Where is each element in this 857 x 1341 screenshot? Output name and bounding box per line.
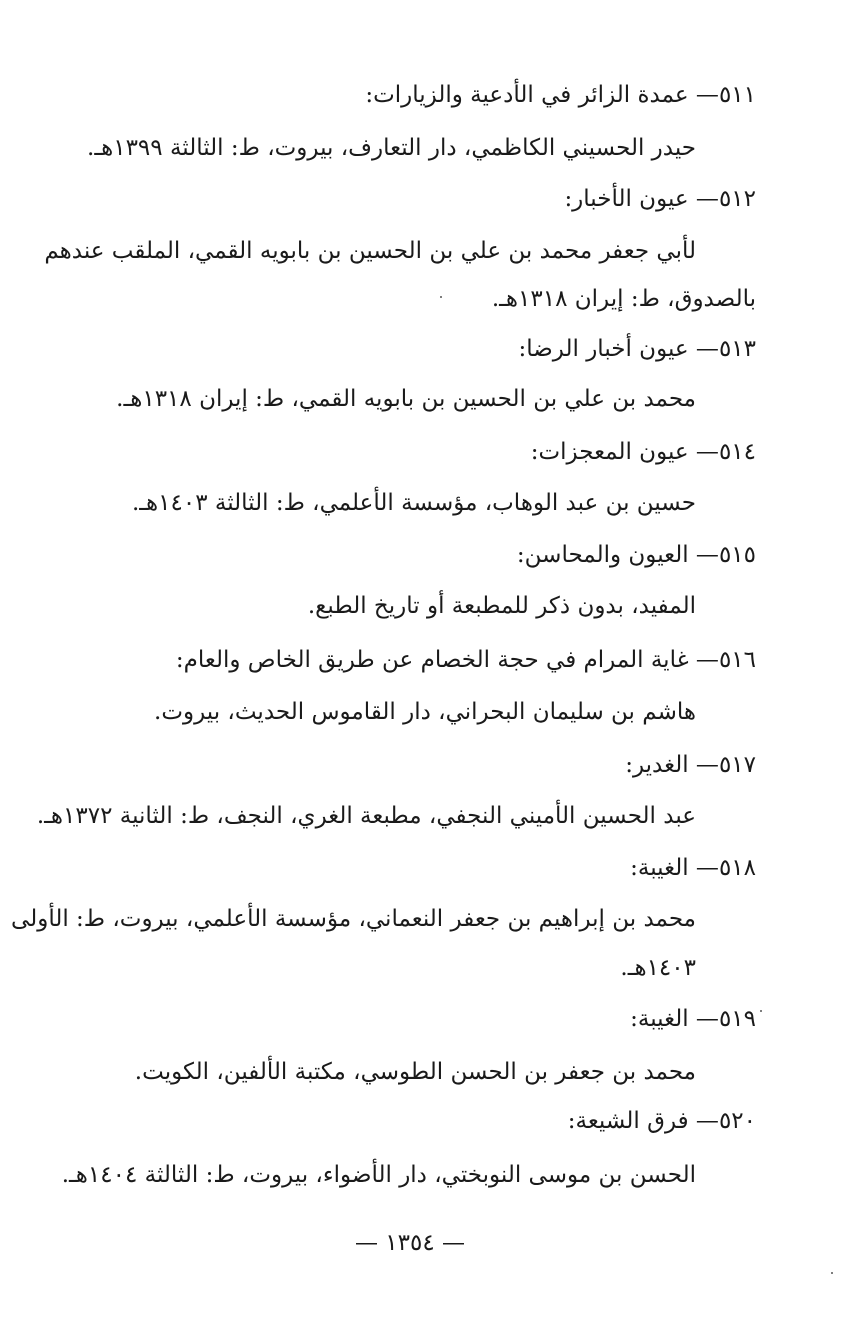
entry-description: عبد الحسين الأميني النجفي، مطبعة الغري، النجف، ط: الثانية ١٣٧٢هـ. bbox=[36, 803, 696, 829]
entry-heading: ٥١٢— عيون الأخبار: bbox=[564, 186, 756, 212]
entry-description-continuation: بالصدوق، ط: إيران ١٣١٨هـ. bbox=[491, 286, 756, 312]
page-number-dash-right: — bbox=[442, 1230, 466, 1256]
entry-title: الغيبة: bbox=[630, 1006, 689, 1032]
entry-description: هاشم بن سليمان البحراني، دار القاموس الحديث، بيروت. bbox=[154, 699, 696, 725]
entry-title: الغيبة: bbox=[630, 855, 689, 881]
scan-speck bbox=[440, 296, 442, 298]
entry-heading: ٥١٤— عيون المعجزات: bbox=[530, 439, 756, 465]
entry-number: ٥١٥ bbox=[718, 542, 756, 568]
entry-heading: ٥١٣— عيون أخبار الرضا: bbox=[518, 336, 756, 362]
scan-speck bbox=[831, 1272, 833, 1274]
entry-description: محمد بن جعفر بن الحسن الطوسي، مكتبة الألفين، الكويت. bbox=[134, 1059, 696, 1085]
entry-heading: ٥١٧— الغدير: bbox=[625, 752, 756, 778]
entry-description-continuation: ١٤٠٣هـ. bbox=[620, 955, 696, 981]
entry-number: ٥١٢ bbox=[718, 186, 756, 212]
page-number bbox=[0, 1228, 820, 1258]
entry-description: حسين بن عبد الوهاب، مؤسسة الأعلمي، ط: الثالثة ١٤٠٣هـ. bbox=[131, 490, 696, 516]
entry-heading: ٥١٦— غاية المرام في حجة الخصام عن طريق الخاص والعام: bbox=[175, 647, 756, 673]
entry-heading: ٥١٥— العيون والمحاسن: bbox=[516, 542, 756, 568]
entry-title: عيون أخبار الرضا: bbox=[518, 336, 689, 362]
entry-number: ٥١٦ bbox=[718, 647, 756, 673]
entry-number: ٥٢٠ bbox=[718, 1108, 756, 1134]
entry-title: عيون الأخبار: bbox=[564, 186, 689, 212]
entry-description: الحسن بن موسى النوبختي، دار الأضواء، بيروت، ط: الثالثة ١٤٠٤هـ. bbox=[61, 1162, 696, 1188]
entry-title: عمدة الزائر في الأدعية والزيارات: bbox=[365, 82, 689, 108]
scan-speck bbox=[760, 1010, 762, 1012]
page-number-value: ١٣٥٤ bbox=[385, 1230, 435, 1256]
entry-title: الغدير: bbox=[625, 752, 689, 778]
entry-description: المفيد، بدون ذكر للمطبعة أو تاريخ الطبع. bbox=[307, 593, 696, 619]
entry-heading: ٥٢٠— فرق الشيعة: bbox=[567, 1108, 756, 1134]
entry-number: ٥١٧ bbox=[718, 752, 756, 778]
entry-number: ٥١١ bbox=[718, 82, 756, 108]
entry-title: عيون المعجزات: bbox=[530, 439, 689, 465]
page-number-dash-left: — bbox=[354, 1230, 378, 1256]
entry-description: لأبي جعفر محمد بن علي بن الحسين بن بابويه القمي، الملقب عندهم bbox=[44, 238, 696, 264]
entry-heading: ٥١٩— الغيبة: bbox=[630, 1006, 756, 1032]
entry-number: ٥١٣ bbox=[718, 336, 756, 362]
entry-title: فرق الشيعة: bbox=[567, 1108, 689, 1134]
entry-description: محمد بن إبراهيم بن جعفر النعماني، مؤسسة الأعلمي، بيروت، ط: الأولى bbox=[11, 906, 696, 932]
entry-number: ٥١٤ bbox=[718, 439, 756, 465]
entry-title: العيون والمحاسن: bbox=[516, 542, 689, 568]
entry-heading: ٥١٨— الغيبة: bbox=[630, 855, 756, 881]
entry-description: محمد بن علي بن الحسين بن بابويه القمي، ط: إيران ١٣١٨هـ. bbox=[116, 386, 696, 412]
entry-description: حيدر الحسيني الكاظمي، دار التعارف، بيروت، ط: الثالثة ١٣٩٩هـ. bbox=[87, 135, 696, 161]
entry-number: ٥١٨ bbox=[718, 855, 756, 881]
entry-title: غاية المرام في حجة الخصام عن طريق الخاص والعام: bbox=[175, 647, 689, 673]
entry-heading: ٥١١— عمدة الزائر في الأدعية والزيارات: bbox=[365, 82, 756, 108]
entry-number: ٥١٩ bbox=[718, 1006, 756, 1032]
